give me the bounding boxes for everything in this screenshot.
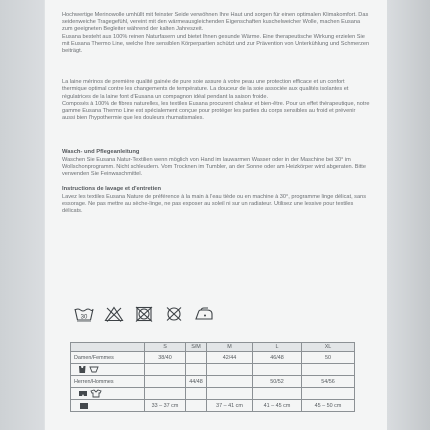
fr-paragraph-2: Composés à 100% de fibres naturelles, les textiles Eusana procurent chaleur et bien-être. Pour un effet thérapeutique, notre gamme Eusana Thermo Line est spécialement conçue pour protéger les parties du corps sensibles au froid et prévenir aussi bien l'hypothermie que les douleurs rhumatismales. [62, 100, 370, 122]
size-table [70, 342, 355, 412]
fr-care-title: Instructions de lavage et d'entretien [62, 186, 161, 193]
size-header-m: M [207, 343, 253, 352]
size-cell [186, 352, 207, 364]
men-brief-shirt-icon [77, 389, 107, 398]
size-cell: 45 – 50 cm [302, 400, 355, 412]
table-row [71, 376, 355, 388]
de-paragraph-1: Hochwertige Merinowolle umhüllt mit feinster Seide verwöhnen Ihre Haut und sorgen für einen optimalen Klimakomfort. Das seidenweiche Tragegefühl, vereint mit den wärmeausgleichenden Eigenschaften kuschelweicher Wolle, machen Eusana zum geeigneten Begleiter während der kalten Jahreszeit. [62, 12, 369, 33]
size-cell: 38/40 [145, 352, 186, 364]
wash-30-icon [74, 306, 94, 322]
size-header-xl: XL [302, 343, 355, 352]
women-garment-icons [71, 364, 145, 376]
size-cell [207, 388, 253, 400]
size-cell: 37 – 41 cm [207, 400, 253, 412]
size-cell [302, 364, 355, 376]
size-cell [145, 364, 186, 376]
women-top-brief-icon [77, 365, 107, 374]
de-paragraph-2: Eusana besteht aus 100% reinen Naturfasern und bietet Ihnen gesunde Wärme. Eine therapeutische Wirkung erzielen Sie mit Eusana Thermo Line, welche Ihre sensiblen Körperpartien schützt und zur Prävention von Unterkühlung und Schmerzen beiträgt. [62, 33, 370, 55]
size-cell: 33 – 37 cm [145, 400, 186, 412]
men-garment-icons [71, 388, 145, 400]
size-header-blank [71, 343, 145, 352]
table-row [71, 364, 355, 376]
size-cell: 54/56 [302, 376, 355, 388]
leaflet-text [62, 12, 370, 215]
background-right [387, 0, 430, 430]
size-header-l: L [253, 343, 302, 352]
de-care-text: Waschen Sie Eusana Natur-Textilien wenn möglich von Hand im lauwarmen Wasser oder in der Maschine bei 30° im Wollschonprogramm. Nicht schleudern. Vom Trocknen im Tumbler, an der Sonne oder am Heizkörper wird abgeraten. Bitte verwenden Sie Feinwaschmittel. [62, 156, 366, 178]
row-label-women: Damen/Femmes [71, 352, 145, 364]
measure-icon-cell [71, 400, 145, 412]
size-header-s: S [145, 343, 186, 352]
fr-care-text: Lavez les textiles Eusana Nature de préférence à la main à l'eau tiède ou en machine à 30°, programme linge délicat, sans essorage. Ne pas mettre au sèche-linge, ne pas exposer au soleil ni sur un radiateur. Utilisez une lessive pour textiles délicats. [62, 193, 366, 215]
size-cell [253, 388, 302, 400]
size-cell [186, 400, 207, 412]
size-cell: 42/44 [207, 352, 253, 364]
size-cell [207, 376, 253, 388]
size-cell [302, 388, 355, 400]
care-symbols [74, 306, 214, 322]
size-header-sm: S/M [186, 343, 207, 352]
no-bleach-icon [104, 306, 124, 322]
knee-measure-icon [77, 401, 107, 410]
size-cell [186, 388, 207, 400]
size-cell [186, 364, 207, 376]
fr-paragraph-1: La laine mérinos de première qualité gainée de pure soie assure à votre peau une protection efficace et un confort thermique optimal contre les changements de température. La douceur de la soie associée aux qualités isolantes et régulatrices de la laine font d'Eusana un compagnon idéal pendant la saison froide. [62, 79, 349, 100]
size-cell [207, 364, 253, 376]
size-cell [145, 376, 186, 388]
iron-low-icon [194, 306, 214, 322]
size-cell [253, 364, 302, 376]
size-cell: 46/48 [253, 352, 302, 364]
table-row [71, 400, 355, 412]
no-tumble-dry-icon [134, 306, 154, 322]
size-cell: 50/52 [253, 376, 302, 388]
row-label-men: Herren/Hommes [71, 376, 145, 388]
size-cell: 44/48 [186, 376, 207, 388]
size-cell: 41 – 45 cm [253, 400, 302, 412]
table-row [71, 352, 355, 364]
de-care-title: Wasch- und Pflegeanleitung [62, 149, 140, 156]
svg-text:30: 30 [80, 314, 88, 321]
no-dry-clean-icon [164, 306, 184, 322]
size-cell: 50 [302, 352, 355, 364]
size-cell [145, 388, 186, 400]
table-row [71, 388, 355, 400]
background-left [0, 0, 45, 430]
